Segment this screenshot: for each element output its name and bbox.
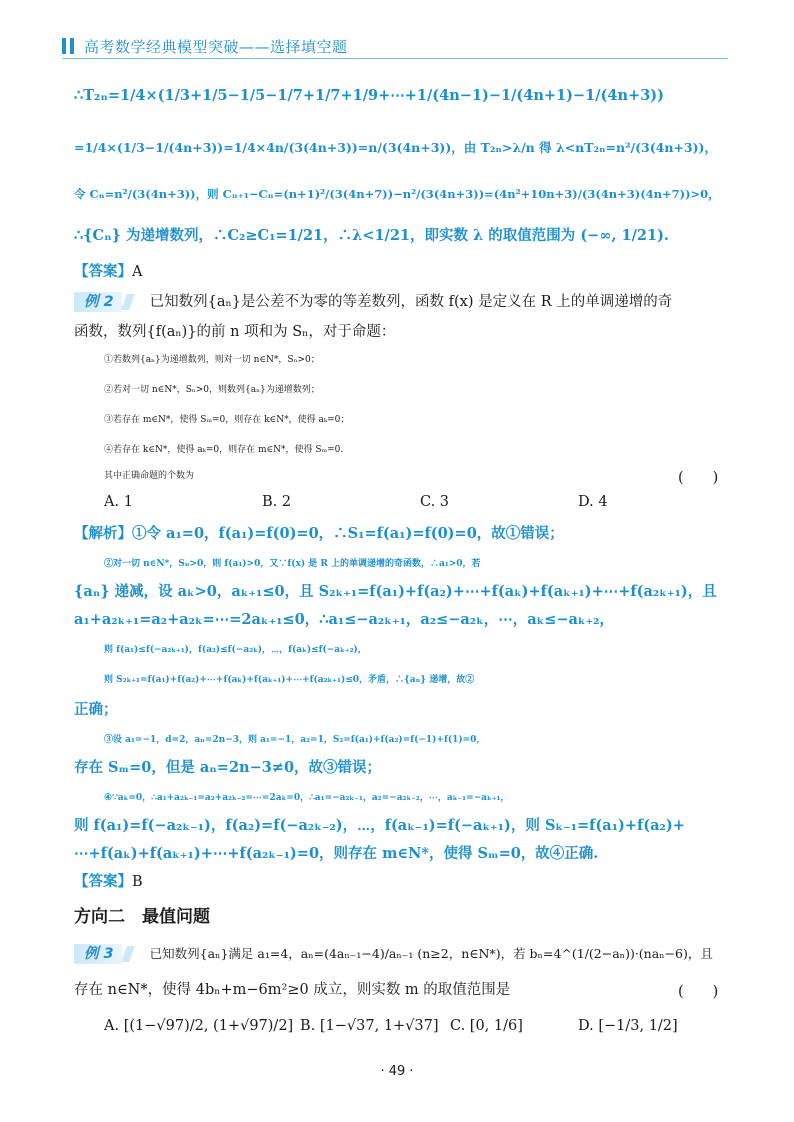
analysis-line-2: ②对一切 n∈N*，Sₙ>0，则 f(a₁)>0，又∵f(x) 是 R 上的单调递增的奇函数，∴a₁>0，若: [104, 559, 481, 569]
analysis-line-10: ④∵aₖ=0，∴a₁+a₂ₖ₋₁=a₂+a₂ₖ₋₂=⋯=2aₖ=0，∴a₁=−a₂ₖ₋₁，a₂=−a₂ₖ₋₂，⋯，aₖ₋₁=−aₖ₊₁，: [104, 793, 510, 803]
choice-c: C. [0, 1/6]: [450, 1018, 523, 1034]
choice-c: C. 3: [420, 494, 450, 510]
choice-d: D. [−1/3, 1/2]: [578, 1018, 678, 1034]
header-bar-decoration: [62, 38, 66, 54]
example2-question: 其中正确命题的个数为: [104, 471, 195, 481]
header-title: 高考数学经典模型突破——选择填空题: [84, 38, 348, 56]
answer-line-1: [74, 262, 734, 282]
choice-d: D. 4: [578, 494, 608, 510]
solution-line-2: =1/4×(1/3−1/(4n+3))=1/4×4n/(3(4n+3))=n/(3(4n+3))，由 T₂ₙ>λ/n 得 λ<nT₂ₙ=n²/(3(4n+3))，: [74, 140, 717, 155]
answer-blank: ( ): [678, 470, 719, 486]
choice-b: B. 2: [262, 494, 292, 510]
analysis-text: ①令 a₁=0，f(a₁)=f(0)=0，∴S₁=f(a₁)=f(0)=0，故①错误；: [132, 525, 564, 542]
answer-label: 【答案】: [74, 873, 132, 890]
page-number: · 49 ·: [380, 1064, 414, 1079]
analysis-label: 【解析】: [74, 525, 132, 542]
example3-stem-line-2: 存在 n∈N*，使得 4bₙ+m−6m²≥0 成立，则实数 m 的取值范围是: [74, 982, 511, 998]
answer-blank: ( ): [678, 984, 719, 1000]
analysis-line-8: ③设 a₁=−1，d=2，aₙ=2n−3，则 a₁=−1，a₂=1，S₂=f(a₁)+f(a₂)=f(−1)+f(1)=0，: [104, 735, 486, 745]
answer-value: B: [132, 874, 143, 890]
page-header: [62, 36, 728, 60]
example3-stem-line-1: [74, 944, 734, 964]
choice-a: A. 1: [104, 494, 133, 510]
example3-stem-text: 已知数列{aₙ}满足 a₁=4，aₙ=(4aₙ₋₁−4)/aₙ₋₁ (n≥2，n∈N*)，若 bₙ=4^(1/(2−aₙ))·(naₙ−6)，且: [149, 946, 713, 961]
analysis-line-6: 则 S₂ₖ₊₁=f(a₁)+f(a₂)+⋯+f(aₖ)+f(aₖ₊₁)+⋯+f(a₂ₖ₊₁)≤0，矛盾，∴{aₙ} 递增，故②: [104, 675, 475, 685]
example2-stem-line-1: [74, 292, 734, 312]
analysis-line-11: 则 f(a₁)=f(−a₂ₖ₋₁)，f(a₂)=f(−a₂ₖ₋₂)，⋯，f(aₖ₋₁)=f(−aₖ₊₁)，则 Sₖ₋₁=f(a₁)+f(a₂)+: [74, 817, 685, 834]
header-bar-decoration: [70, 38, 74, 54]
analysis-line-3: {aₙ} 递减，设 aₖ>0，aₖ₊₁≤0，且 S₂ₖ₊₁=f(a₁)+f(a₂)+⋯+f(aₖ)+f(aₖ₊₁)+⋯+f(a₂ₖ₊₁)，且: [74, 583, 717, 600]
analysis-line-7: 正确；: [74, 701, 118, 718]
analysis-line-5: 则 f(a₁)≤f(−a₂ₖ₊₁)，f(a₂)≤f(−a₂ₖ)，⋯，f(aₖ)≤f(−aₖ₊₂)，: [104, 645, 367, 655]
proposition-1: ①若数列{aₙ}为递增数列，则对一切 n∈N*，Sₙ>0；: [104, 355, 320, 365]
proposition-3: ③若存在 m∈N*，使得 Sₘ=0，则存在 k∈N*，使得 aₖ=0；: [104, 415, 350, 425]
answer-value: A: [132, 264, 143, 280]
header-rule: [62, 58, 728, 59]
section-title: 方向二 最值问题: [74, 907, 210, 927]
choice-a: A. [(1−√97)/2, (1+√97)/2]: [104, 1018, 294, 1034]
proposition-2: ②若对一切 n∈N*，Sₙ>0，则数列{aₙ}为递增数列；: [104, 385, 320, 395]
example2-stem-line-2: 函数，数列{f(aₙ)}的前 n 项和为 Sₙ，对于命题：: [74, 324, 396, 340]
example2-stem-text: 已知数列{aₙ}是公差不为零的等差数列，函数 f(x) 是定义在 R 上的单调递增的奇: [149, 294, 673, 310]
analysis-line-4: a₁+a₂ₖ₊₁=a₂+a₂ₖ=⋯=2aₖ₊₁≤0，∴a₁≤−a₂ₖ₊₁，a₂≤−a₂ₖ，⋯，aₖ≤−aₖ₊₂，: [74, 611, 614, 628]
example-tag: 例 2: [74, 292, 122, 312]
answer-label: 【答案】: [74, 263, 132, 280]
analysis-line-9: 存在 Sₘ=0，但是 aₙ=2n−3≠0，故③错误；: [74, 759, 382, 776]
solution-line-3: 令 Cₙ=n²/(3(4n+3))，则 Cₙ₊₁−Cₙ=(n+1)²/(3(4n+7))−n²/(3(4n+3))=(4n²+10n+3)/(3(4n+3)(4n+7))>0，: [74, 187, 720, 201]
solution-line-4: ∴{Cₙ} 为递增数列，∴C₂≥C₁=1/21，∴λ<1/21，即实数 λ 的取值范围为 (−∞, 1/21).: [74, 227, 669, 244]
proposition-4: ④若存在 k∈N*，使得 aₖ=0，则存在 m∈N*，使得 Sₘ=0.: [104, 445, 344, 455]
analysis-line-1: [74, 524, 734, 544]
answer-line-2: [74, 872, 734, 892]
choice-b: B. [1−√37, 1+√37]: [300, 1018, 439, 1034]
solution-line-1: ∴T₂ₙ=1/4×(1/3+1/5−1/5−1/7+1/7+1/9+⋯+1/(4n−1)−1/(4n+1)−1/(4n+3)): [74, 87, 665, 104]
analysis-line-12: ⋯+f(aₖ)+f(aₖ₊₁)+⋯+f(a₂ₖ₋₁)=0，则存在 m∈N*，使得 Sₘ=0，故④正确.: [74, 845, 599, 862]
example-tag: 例 3: [74, 944, 122, 964]
